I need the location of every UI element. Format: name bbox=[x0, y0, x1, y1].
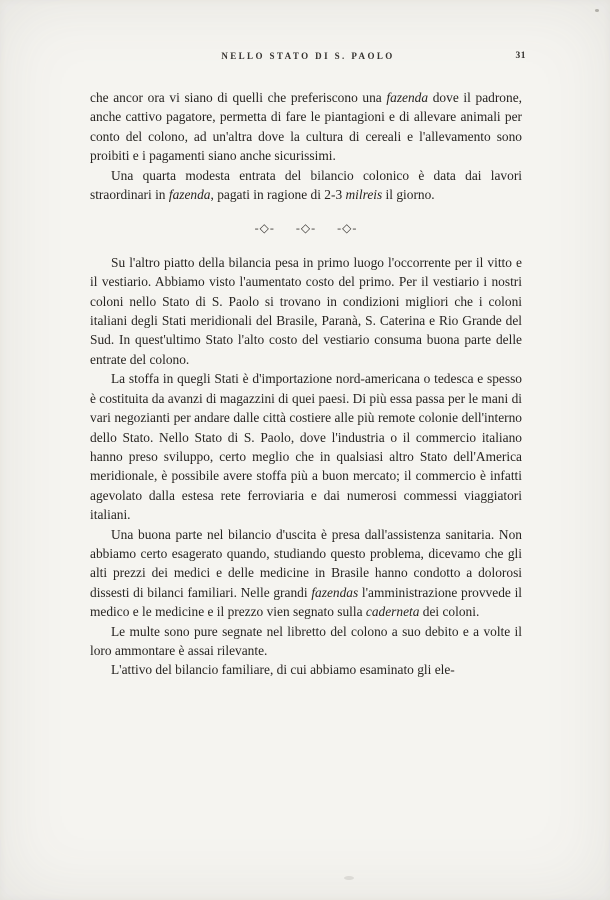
italic-text-segment: fazenda bbox=[386, 90, 429, 105]
page-body bbox=[90, 88, 522, 680]
paragraph bbox=[90, 660, 522, 679]
scan-speck bbox=[344, 876, 354, 880]
text-segment: , pagati in ragione di 2-3 bbox=[210, 187, 346, 203]
paragraph bbox=[90, 622, 522, 661]
text-segment: che ancor ora vi siano di quelli che preferiscono una bbox=[90, 90, 387, 105]
paragraph bbox=[90, 253, 522, 369]
text-segment: Una quarta modesta entrata del bilancio colonico è data dai lavori straordinari in bbox=[90, 167, 522, 203]
italic-text-segment: fazendas bbox=[311, 584, 359, 600]
paragraph bbox=[90, 166, 522, 205]
italic-text-segment: milreis bbox=[345, 187, 383, 203]
text-segment: dove il padrone, anche cattivo pagatore, permetta di fare le piantagioni e di allevare animali per conto del colono, ad un'altra dove la cultura di cereali e l'allevamento sono proibiti e i pagamenti siano anche sicurissimi. bbox=[90, 90, 522, 164]
text-segment: dei coloni. bbox=[419, 604, 480, 620]
italic-text-segment: caderneta bbox=[365, 604, 420, 620]
running-head: NELLO STATO DI S. PAOLO bbox=[221, 51, 395, 61]
text-segment: L'attivo del bilancio familiare, di cui abbiamo esaminato gli ele- bbox=[111, 662, 455, 678]
italic-text-segment: fazenda bbox=[168, 187, 211, 203]
text-segment: il giorno. bbox=[382, 187, 435, 203]
text-segment: Una buona parte nel bilancio d'uscita è presa dall'assistenza sanitaria. Non abbiamo certo esagerato quando, studiando questo problema, dicevamo che gli alti prezzi dei medici e delle medicine in Brasile hanno condotto a dolorosi dissesti di bilanci familiari. Nelle grandi bbox=[90, 526, 522, 600]
scan-speck bbox=[595, 9, 599, 12]
paragraph bbox=[90, 525, 522, 622]
text-segment: l'amministrazione provvede il medico e le medicine e il prezzo vien segnato sulla bbox=[90, 584, 523, 620]
text-segment: Su l'altro piatto della bilancia pesa in primo luogo l'occorrente per il vitto e il vestiario. Abbiamo visto l'aumentato costo del primo. Per il vestiario i nostri coloni nello Stato di S. Paolo si trovano in condizioni migliori che i coloni italiani degli Stati meridionali del Brasile, Paranà, S. Caterina e Rio Grande del Sud. In quest'ultimo Stato l'alto costo del vestiario consuma buona parte delle entrate del colono. bbox=[90, 254, 522, 367]
text-segment: Le multe sono pure segnate nel libretto del colono a suo debito e a volte il loro ammontare è assai rilevante. bbox=[90, 623, 522, 658]
section-ornament: -◇- -◇- -◇- bbox=[254, 221, 358, 236]
page-number: 31 bbox=[515, 51, 526, 61]
paragraph bbox=[90, 88, 522, 166]
page-header bbox=[90, 51, 526, 65]
paragraph bbox=[90, 369, 522, 524]
text-segment: La stoffa in quegli Stati è d'importazione nord-americana o tedesca e spesso è costituita da avanzi di magazzini di quei paesi. Di più essa passa per le mani di vari negozianti per andare dalle città costiere alle più remote colonie dell'interno dello Stato. Nello Stato di S. Paolo, dove l'industria o il commercio italiano hanno preso sviluppo, certo meglio che in qualsiasi altro Stato dell'America meridionale, è possibile avere stoffa più a buon mercato; il commercio è infatti agevolato dalla estesa rete ferroviaria e dai numerosi commessi viaggiatori italiani. bbox=[90, 371, 522, 523]
